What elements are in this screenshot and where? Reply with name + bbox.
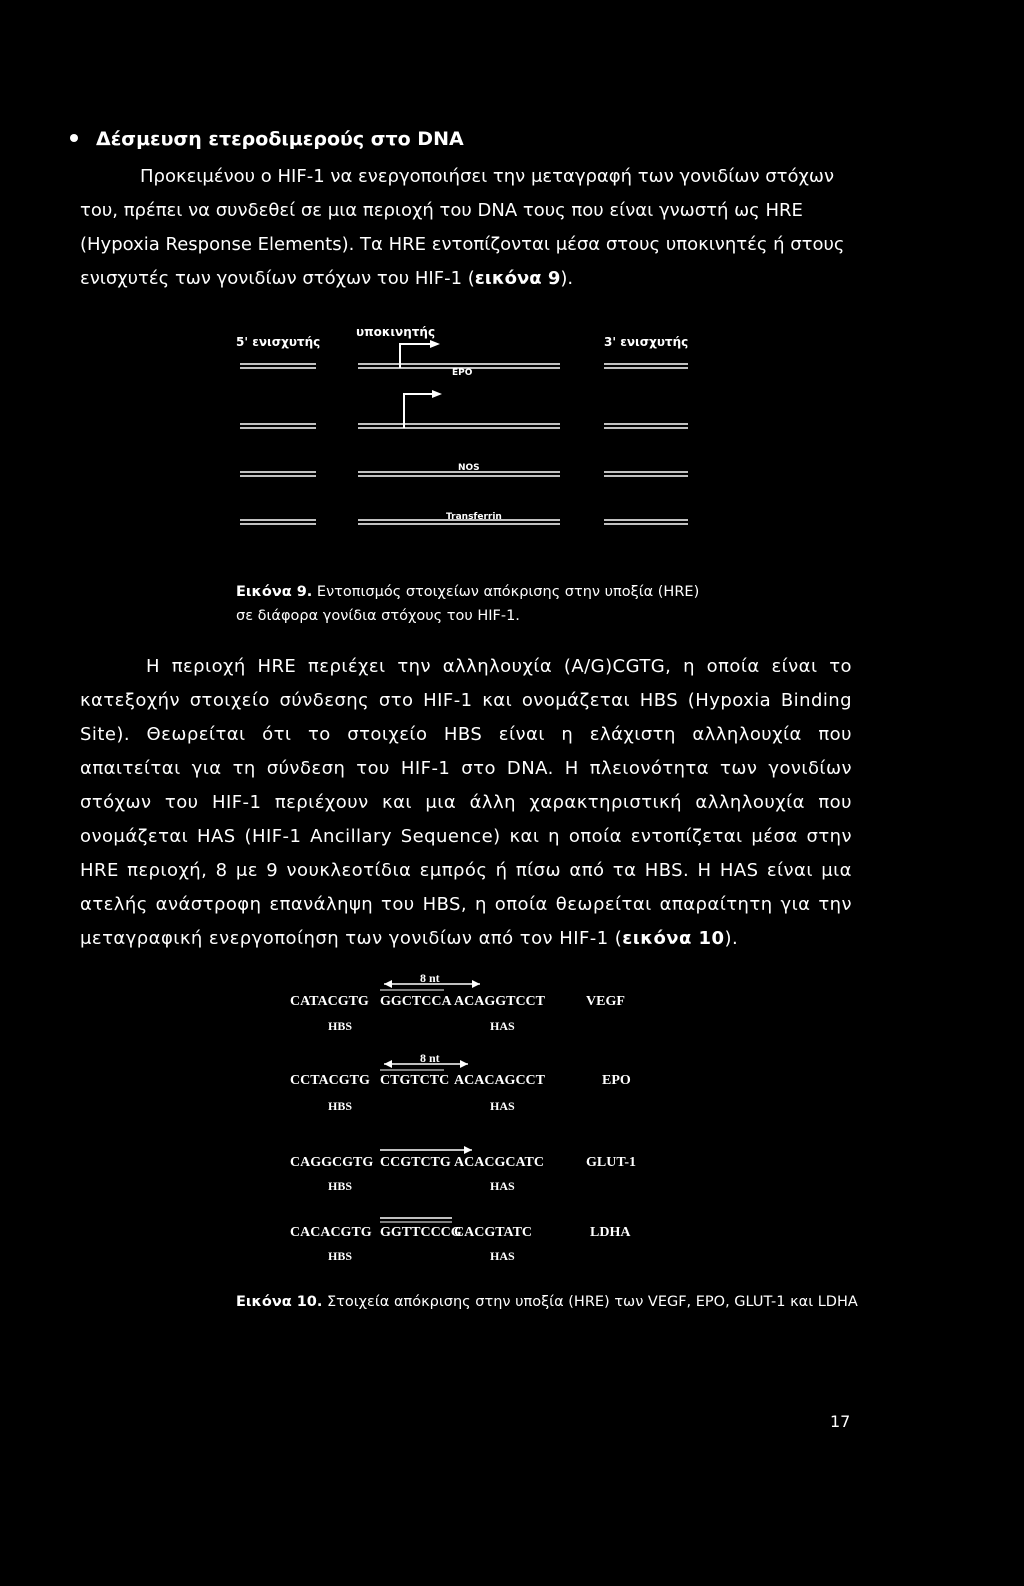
figure-10-caption-text: Στοιχεία απόκρισης στην υποξία (HRE) των VEGF, EPO, GLUT-1 και LDHA: [327, 1294, 858, 1310]
bullet-icon: [70, 134, 78, 142]
figure-10-caption-ref: Εικόνα 10.: [236, 1294, 323, 1310]
sequence-part-b: GGTTCCCG: [380, 1225, 462, 1240]
figure-10-diagram: [0, 960, 1024, 1280]
page-number: 17: [830, 1412, 851, 1431]
hbs-label: HBS: [328, 1099, 353, 1113]
sequence-part-c: CACGTATC: [454, 1225, 533, 1240]
has-label: HAS: [490, 1249, 515, 1263]
figure-9-caption-ref: Εικόνα 9.: [236, 584, 313, 600]
spacer-label: 8 nt: [420, 1051, 440, 1065]
sequence-part-b: GGCTCCA: [380, 994, 452, 1009]
gene-label: GLUT-1: [586, 1155, 637, 1170]
sequence-part-b: CCGTCTG: [380, 1155, 451, 1170]
intro-line-2: του, πρέπει να συνδεθεί σε μια περιοχή του DNA τους που είναι γνωστή ως HRE: [80, 200, 803, 221]
section-heading: [70, 128, 464, 150]
figure-9-diagram: [0, 320, 1024, 620]
intro-line-4-end: ).: [560, 268, 574, 289]
intro-line-1: Προκειμένου ο HIF-1 να ενεργοποιήσει την μεταγραφή των γονιδίων στόχων: [140, 166, 835, 187]
figure-9-caption-text: Εντοπισμός στοιχείων απόκρισης στην υποξία (HRE): [316, 584, 700, 600]
hbs-label: HBS: [328, 1019, 353, 1033]
gene-name: NOS: [458, 463, 480, 473]
intro-paragraph: [80, 160, 860, 296]
section-heading-text: Δέσμευση ετεροδιμερούς στο DNA: [96, 128, 464, 150]
gene-row-3: [240, 463, 688, 476]
label-5prime-enhancer: 5' ενισχυτής: [236, 335, 321, 349]
sequence-part-c: ACACAGCCT: [454, 1073, 545, 1088]
sequence-part-a: CACACGTG: [290, 1225, 372, 1240]
spacer-label: 8 nt: [420, 971, 440, 985]
figure-9-caption-line-1: [236, 580, 699, 604]
label-3prime-enhancer: 3' ενισχυτής: [604, 335, 689, 349]
has-label: HAS: [490, 1019, 515, 1033]
gene-label: EPO: [602, 1073, 631, 1088]
figure-9-caption-line-2: σε διάφορα γονίδια στόχους του HIF-1.: [236, 608, 520, 624]
sequence-part-a: CCTACGTG: [290, 1073, 370, 1088]
gene-name: EPO: [452, 368, 473, 378]
figure-10-caption: [236, 1290, 858, 1314]
label-promoter: υποκινητής: [356, 325, 436, 339]
sequence-row-epo: [290, 1051, 631, 1113]
sequence-part-a: CATACGTG: [290, 994, 369, 1009]
sequence-part-a: CAGGCGTG: [290, 1155, 374, 1170]
gene-label: VEGF: [586, 994, 625, 1009]
has-label: HAS: [490, 1179, 515, 1193]
body-text: Η περιοχή HRE περιέχει την αλληλουχία (A/G)CGTG, η οποία είναι το κατεξοχήν στοιχείο σύνδεσης στο HIF-1 και ονομάζεται HBS (Hypoxia Binding Site). Θεωρείται ότι το στοιχείο HBS είναι η ελάχιστη αλληλουχία που απαιτείται για τη σύνδεση του HIF-1 στο DNA. Η πλειονότητα των γονιδίων στόχων του HIF-1 περιέχουν και μια άλλη χαρακτηριστική αλληλουχία που ονομάζεται HAS (HIF-1 Ancillary Sequence) και η οποία εντοπίζεται μέσα στην HRE περιοχή, 8 με 9 νουκλεοτίδια εμπρός ή πίσω από τα HBS. Η HAS είναι μια ατελής ανάστροφη επανάληψη του HBS, η οποία θεωρείται απαραίτητη για την μεταγραφική ενεργοποίηση των γονιδίων από τον HIF-1 (: [80, 656, 852, 949]
hbs-label: HBS: [328, 1249, 353, 1263]
body-end: ).: [724, 928, 739, 949]
sequence-part-b: CTGTCTC: [380, 1073, 450, 1088]
intro-line-3: (Hypoxia Response Elements). Τα HRE εντοπίζονται μέσα στους υποκινητές ή στους: [80, 234, 845, 255]
figure-9-caption: [236, 580, 699, 628]
intro-line-4: [80, 262, 860, 296]
sequence-part-c: ACACGCATC: [454, 1155, 544, 1170]
gene-row-4: [240, 512, 688, 524]
body-paragraph: [80, 650, 852, 956]
has-label: HAS: [490, 1099, 515, 1113]
intro-line-4-text: ενισχυτές των γονιδίων στόχων του HIF-1 (: [80, 268, 475, 289]
gene-row-2: [240, 390, 688, 428]
gene-label: LDHA: [590, 1225, 631, 1240]
sequence-part-c: ACAGGTCCT: [454, 994, 546, 1009]
transcription-start-arrow-icon: [404, 394, 432, 428]
figure-9-reference: εικόνα 9: [474, 268, 561, 289]
sequence-row-glut1: [290, 1146, 636, 1193]
figure-10-reference: εικόνα 10: [622, 928, 725, 949]
sequence-row-ldha: [290, 1218, 631, 1263]
gene-name: Transferrin: [446, 512, 502, 522]
sequence-row-vegf: [290, 971, 625, 1033]
hbs-label: HBS: [328, 1179, 353, 1193]
